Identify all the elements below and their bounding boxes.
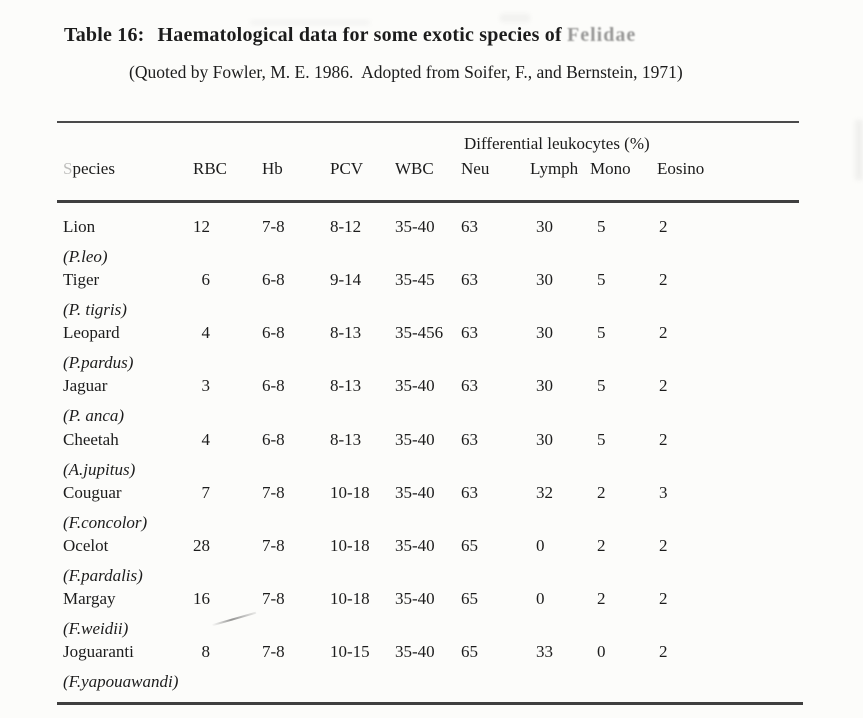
mono-value: 2 (597, 588, 606, 608)
pcv-value: 8-13 (330, 376, 362, 396)
table-row (57, 588, 799, 641)
rbc-value: 28 (193, 535, 210, 555)
species-name: Joguaranti (63, 642, 134, 662)
lymph-value: 32 (536, 482, 553, 502)
pcv-value: 9-14 (330, 270, 362, 290)
citation-line: (Quoted by Fowler, M. E. 1986. Adopted from Soifer, F., and Bernstein, 1971) (129, 62, 683, 82)
table-column-headers (57, 159, 799, 179)
mono-value: 5 (597, 429, 606, 449)
table-row (57, 375, 799, 428)
table-title-faded-word: Felidae (567, 24, 637, 46)
hb-value: 6-8 (262, 323, 285, 343)
species-latin-name: (F.concolor) (63, 512, 148, 532)
mono-value: 5 (597, 270, 606, 290)
species-name: Jaguar (63, 376, 108, 396)
mono-value: 0 (597, 642, 606, 662)
table-body (57, 216, 799, 694)
species-latin-name: (P.leo) (63, 247, 108, 266)
neu-value: 65 (461, 535, 478, 555)
mono-value: 2 (597, 535, 606, 555)
wbc-value: 35-40 (395, 482, 435, 502)
column-header-rbc: RBC (193, 159, 228, 178)
species-cell (57, 322, 185, 375)
species-cell (57, 641, 185, 694)
rbc-value: 12 (193, 217, 210, 236)
eosino-value: 2 (659, 429, 668, 449)
rbc-value: 6 (201, 270, 210, 290)
column-header-mono: Mono (590, 159, 631, 178)
group-header-differential-leukocytes: Differential leukocytes (%) (464, 134, 650, 153)
species-cell (57, 588, 185, 641)
neu-value: 63 (461, 270, 478, 290)
column-header-wbc: WBC (395, 159, 434, 178)
species-cell (57, 269, 185, 322)
species-latin-name: (P. anca) (63, 406, 125, 426)
species-cell (57, 375, 185, 428)
neu-value: 65 (461, 642, 478, 662)
wbc-value: 35-40 (395, 376, 435, 396)
wbc-value: 35-40 (395, 588, 435, 608)
wbc-value: 35-456 (395, 323, 444, 343)
hb-value: 7-8 (262, 482, 285, 502)
species-latin-name: (F.yapouawandi) (63, 672, 179, 692)
hb-value: 7-8 (262, 588, 285, 608)
column-header-hb: Hb (262, 159, 283, 178)
species-cell (57, 216, 185, 269)
column-header-eosino: Eosino (657, 159, 705, 178)
column-header-species: Species (63, 159, 115, 178)
wbc-value: 35-40 (395, 217, 435, 236)
table-row (57, 429, 799, 482)
eosino-value: 3 (659, 482, 668, 502)
table-row (57, 482, 799, 535)
lymph-value: 30 (536, 376, 553, 396)
pcv-value: 8-13 (330, 323, 362, 343)
hb-value: 7-8 (262, 217, 285, 236)
column-header-lymph: Lymph (530, 159, 579, 178)
table-row (57, 535, 799, 588)
lymph-value: 30 (536, 217, 553, 236)
eosino-value: 2 (659, 642, 668, 662)
species-name: Ocelot (63, 535, 109, 555)
pcv-value: 10-18 (330, 482, 370, 502)
species-latin-name: (F.pardalis) (63, 565, 143, 585)
wbc-value: 35-40 (395, 429, 435, 449)
neu-value: 63 (461, 323, 478, 343)
species-name: Leopard (63, 323, 120, 343)
species-name: Lion (63, 217, 96, 236)
table-row (57, 269, 799, 322)
pcv-value: 10-15 (330, 642, 370, 662)
lymph-value: 33 (536, 642, 553, 662)
table-top-rule (57, 121, 799, 123)
pcv-value: 8-13 (330, 429, 362, 449)
species-cell (57, 482, 185, 535)
scan-smudge (855, 120, 863, 180)
lymph-value: 30 (536, 270, 553, 290)
scan-smudge (500, 14, 530, 22)
rbc-value: 7 (201, 482, 210, 502)
table-title (64, 24, 636, 47)
eosino-value: 2 (659, 588, 668, 608)
hb-value: 6-8 (262, 376, 285, 396)
table-row (57, 641, 799, 694)
table-row (57, 322, 799, 375)
lymph-value: 0 (536, 535, 545, 555)
column-header-pcv: PCV (330, 159, 364, 178)
neu-value: 65 (461, 588, 478, 608)
hb-value: 7-8 (262, 535, 285, 555)
species-name: Cheetah (63, 429, 119, 449)
mono-value: 5 (597, 323, 606, 343)
pcv-value: 10-18 (330, 588, 370, 608)
species-name: Tiger (63, 270, 100, 290)
pcv-value: 8-12 (330, 217, 362, 236)
eosino-value: 2 (659, 270, 668, 290)
hb-value: 7-8 (262, 642, 285, 662)
lymph-value: 30 (536, 323, 553, 343)
species-latin-name: (A.jupitus) (63, 459, 136, 479)
species-name: Margay (63, 588, 116, 608)
mono-value: 5 (597, 376, 606, 396)
table-row (57, 216, 799, 269)
rbc-value: 8 (201, 642, 210, 662)
hb-value: 6-8 (262, 429, 285, 449)
wbc-value: 35-45 (395, 270, 435, 290)
table-header-rule (57, 200, 799, 203)
lymph-value: 0 (536, 588, 545, 608)
species-latin-name: (P. tigris) (63, 300, 127, 320)
pcv-value: 10-18 (330, 535, 370, 555)
neu-value: 63 (461, 482, 478, 502)
mono-value: 5 (597, 217, 606, 236)
hb-value: 6-8 (262, 270, 285, 290)
neu-value: 63 (461, 217, 478, 236)
mono-value: 2 (597, 482, 606, 502)
eosino-value: 2 (659, 535, 668, 555)
species-cell (57, 535, 185, 588)
species-name: Couguar (63, 482, 122, 502)
rbc-value: 3 (201, 376, 210, 396)
rbc-value: 16 (193, 588, 210, 608)
wbc-value: 35-40 (395, 535, 435, 555)
eosino-value: 2 (659, 376, 668, 396)
neu-value: 63 (461, 429, 478, 449)
table-bottom-rule (57, 702, 803, 705)
neu-value: 63 (461, 376, 478, 396)
eosino-value: 2 (659, 323, 668, 343)
table-number-label: Table 16: (64, 24, 145, 46)
species-latin-name: (P.pardus) (63, 353, 134, 373)
wbc-value: 35-40 (395, 642, 435, 662)
rbc-value: 4 (201, 323, 210, 343)
lymph-value: 30 (536, 429, 553, 449)
eosino-value: 2 (659, 217, 668, 236)
species-cell (57, 429, 185, 482)
table-title-text: Haematological data for some exotic species of (157, 24, 568, 46)
species-latin-name: (F.weidii) (63, 618, 129, 638)
column-header-neu: Neu (461, 159, 490, 178)
rbc-value: 4 (201, 429, 210, 449)
